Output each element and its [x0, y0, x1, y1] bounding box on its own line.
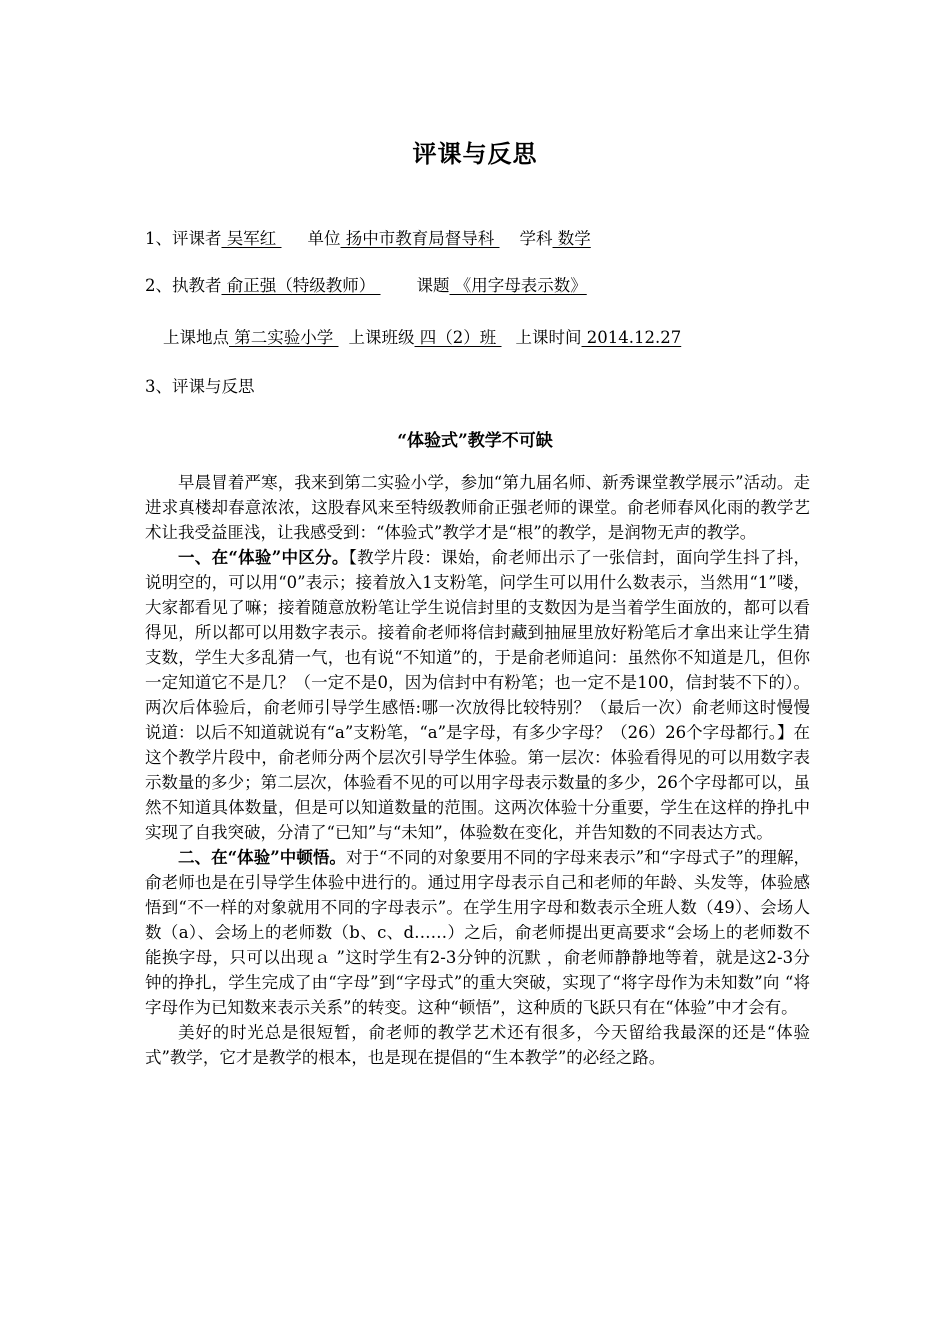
reviewer-label: 1、评课者 [145, 229, 222, 248]
time-label: 上课时间 [515, 328, 582, 347]
class-label: 上课班级 [348, 328, 415, 347]
page-title: 评课与反思 [412, 139, 538, 168]
unit-label: 单位 [307, 229, 341, 248]
info-row-teacher [145, 274, 587, 298]
info-row-reviewer [145, 227, 591, 251]
article-body [145, 470, 810, 1070]
teacher-label: 2、执教者 [145, 276, 222, 295]
paragraph-point-one: 一、在“体验”中区分。【教学片段：课始，俞老师出示了一张信封，面向学生抖了抖，说明空的，可以用“0”表示；接着放入1支粉笔，问学生可以用什么数表示，当然用“1”喽，大家都看见了嘛；接着随意放粉笔让学生说信封里的支数因为是当着学生面放的，都可以看得见，所以都可以用数字表示。接着俞老师将信封藏到抽屉里放好粉笔后才拿出来让学生猜支数，学生大多乱猜一气，也有说“不知道”的，于是俞老师追问：虽然你不知道是几，但你一定知道它不是几？（一定不是0，因为信封中有粉笔；也一定不是100，信封装不下的）。两次后体验后，俞老师引导学生感悟:哪一次放得比较特别？（最后一次）俞老师这时慢慢说道：以后不知道就说有“a”支粉笔，“a”是字母，有多少字母？（26）26个字母都行。】在这个教学片段中，俞老师分两个层次引导学生体验。第一层次：体验看得见的可以用数字表示数量的多少；第二层次，体验看不见的可以用字母表示数量的多少，26个字母都可以，虽然不知道具体数量，但是可以知道数量的范围。这两次体验十分重要，学生在这样的挣扎中实现了自我突破，分清了“已知”与“未知”，体验数在变化，并告知数的不同表达方式。 [145, 548, 811, 842]
location-label: 上课地点 [163, 328, 229, 347]
paragraph-point-two: 二、在“体验”中顿悟。对于“不同的对象要用不同的字母来表示”和“字母式子”的理解，俞老师也是在引导学生体验中进行的。通过用字母表示自己和老师的年龄、头发等，体验感悟到“不一样的对象就用不同的字母表示”。在学生用字母和数表示全班人数（49）、会场人数（a）、会场上的老师数（b、c、d……）之后，俞老师提出更高要求“会场上的老师数不能换字母，只可以出现ａ ”这时学生有2-3分钟的沉默 ，俞老师静静地等着，就是这2-3分钟的挣扎，学生完成了由“字母”到“字母式”的重大突破，实现了“将字母作为未知数”向 “将字母作为已知数来表示关系”的转变。这种“顿悟”，这种质的飞跃只有在“体验”中才会有。 [145, 848, 810, 1017]
paragraph-conclusion: 美好的时光总是很短暂，俞老师的教学艺术还有很多，今天留给我最深的还是“体验式”教学，它才是教学的根本，也是现在提倡的“生本教学”的必经之路。 [145, 1023, 810, 1067]
article-title: “体验式”教学不可缺 [397, 431, 553, 451]
reviewer-value: 吴军红 [221, 229, 282, 248]
time-value: 2014.12.27 [581, 328, 682, 347]
location-value: 第二实验小学 [229, 328, 339, 347]
topic-value: 《用字母表示数》 [449, 276, 587, 295]
paragraph-intro: 早晨冒着严寒，我来到第二实验小学，参加“第九届名师、新秀课堂教学展示”活动。走进求真楼却春意浓浓，这股春风来至特级教师俞正强老师的课堂。俞老师春风化雨的教学艺术让我受益匪浅，让我感受到：“体验式”教学才是“根”的教学，是润物无声的教学。 [145, 473, 810, 542]
subject-value: 数学 [552, 229, 591, 248]
section-heading: 3、评课与反思 [145, 377, 255, 396]
info-row-location [163, 326, 681, 350]
subject-label: 学科 [519, 229, 553, 248]
class-value: 四（2）班 [414, 328, 502, 347]
teacher-value: 俞正强（特级教师） [221, 276, 381, 295]
topic-label: 课题 [416, 276, 450, 295]
unit-value: 扬中市教育局督导科 [340, 229, 500, 248]
